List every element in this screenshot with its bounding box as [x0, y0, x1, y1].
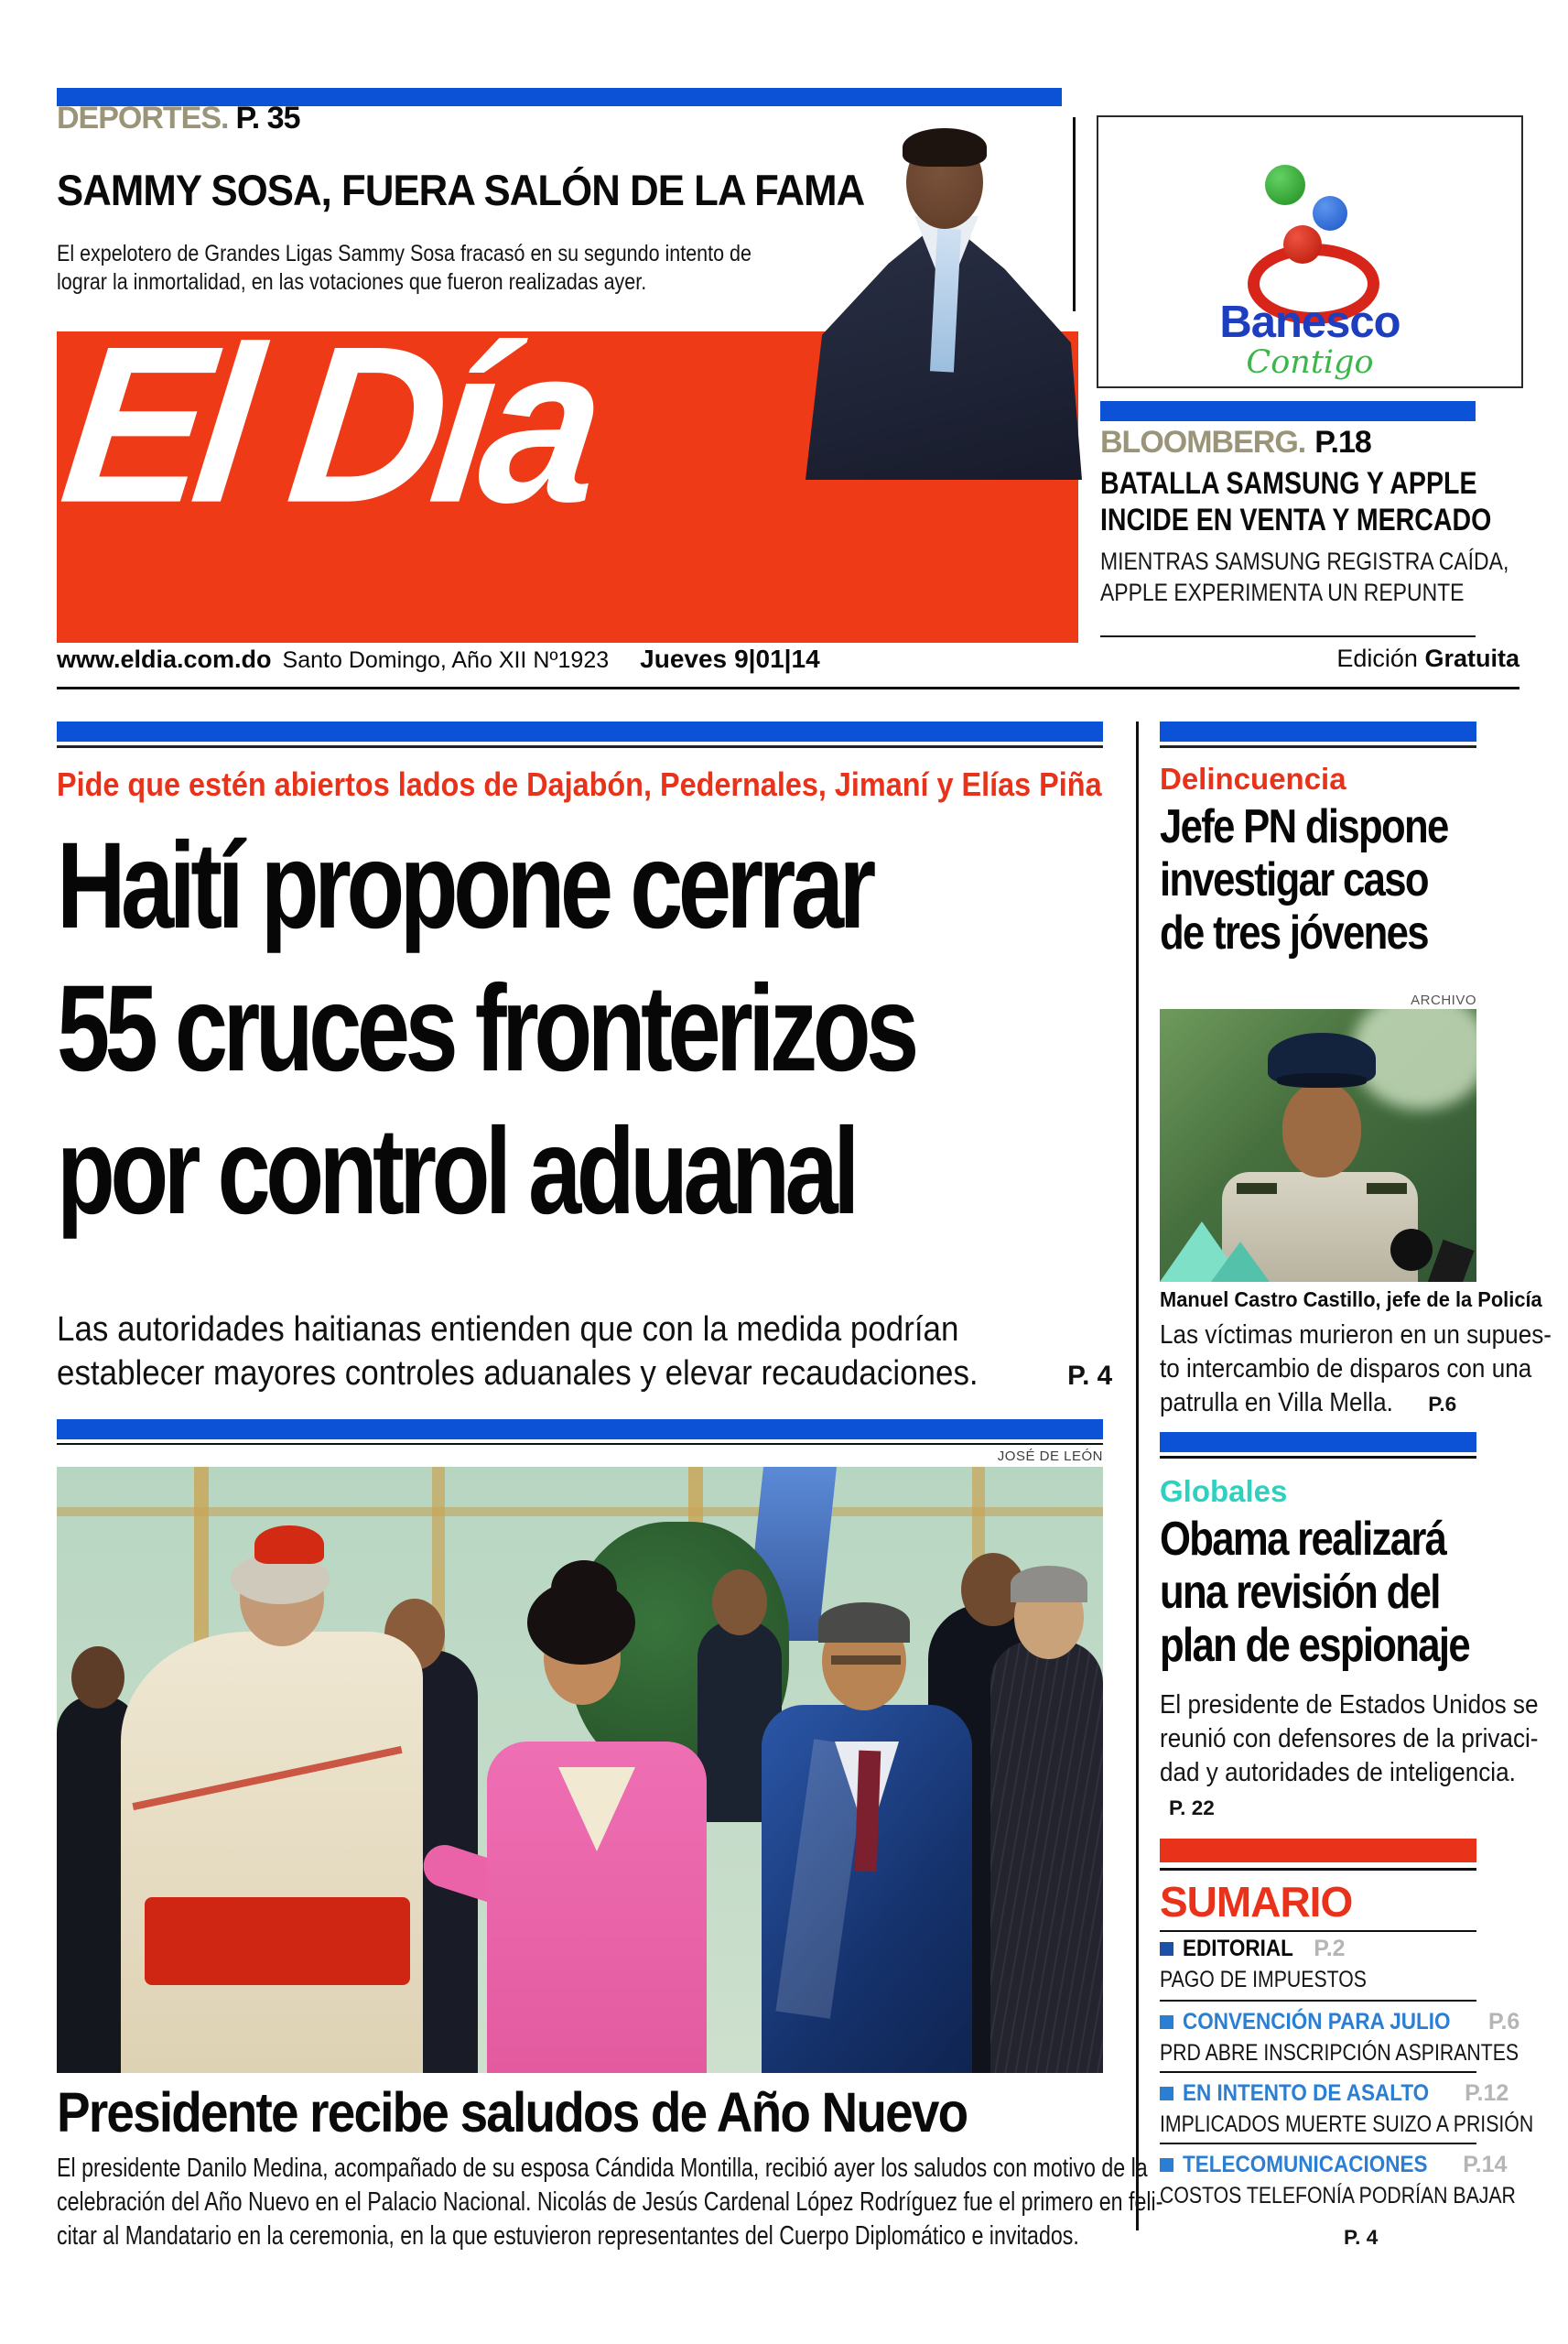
- crime-section-bar-rule: [1160, 745, 1476, 748]
- sumario-item-sub: COSTOS TELEFONÍA PODRÍAN BAJAR: [1160, 2183, 1516, 2208]
- crime-body: Las víctimas murieron en un supues- to intercambio de disparos con una patrulla en Villa Mella. P.6: [1160, 1320, 1552, 1417]
- website-url: www.eldia.com.do: [57, 646, 272, 673]
- cardinal-figure: [121, 1632, 423, 2073]
- crime-section-label: Delincuencia: [1160, 762, 1346, 796]
- deportes-page-number: P. 35: [235, 101, 300, 136]
- bottom-story-headline: Presidente recibe saludos de Año Nuevo: [57, 2081, 968, 2143]
- deportes-deck: El expelotero de Grandes Ligas Sammy Sosa fracasó en su segundo intento de lograr la inmortalidad, en las votaciones que fueron realizadas ayer.: [57, 241, 752, 295]
- cardinal-zucchetto: [254, 1525, 324, 1564]
- banesco-tagline: Contigo: [1246, 344, 1374, 381]
- sumario-item-editorial: EDITORIAL P.2: [1160, 1936, 1476, 1962]
- bloomberg-section-label: BLOOMBERG.: [1100, 425, 1306, 460]
- bullet-square-icon: [1160, 1942, 1173, 1956]
- bloomberg-section-bar: [1100, 401, 1476, 421]
- sumario-item-sub: PAGO DE IMPUESTOS: [1160, 1967, 1367, 1992]
- sosa-hair-shape: [903, 128, 987, 167]
- dateline: [57, 645, 820, 674]
- bullet-square-icon: [1160, 2087, 1173, 2100]
- bloomberg-deck: MIENTRAS SAMSUNG REGISTRA CAÍDA, APPLE EXPERIMENTA UN REPUNTE: [1100, 548, 1509, 606]
- crime-headline: Jefe PN dispone investigar caso de tres jóvenes: [1160, 800, 1448, 960]
- sumario-item-asalto: EN INTENTO DE ASALTO P.12: [1160, 2080, 1476, 2107]
- sumario-rule: [1160, 2000, 1476, 2002]
- pinstripe-man-hair: [1011, 1566, 1087, 1602]
- issue-date: 9|01|14: [734, 645, 820, 673]
- globales-headline: Obama realizará una revisión del plan de espionaje: [1160, 1513, 1469, 1672]
- lead-section-bar: [57, 722, 1103, 742]
- place-and-issue: Santo Domingo, Año XII Nº1923: [282, 647, 610, 673]
- edition-note: Edición Gratuita: [1336, 645, 1519, 672]
- bloomberg-page-number: P.18: [1314, 425, 1371, 460]
- crime-photo-credit: ARCHIVO: [1411, 993, 1476, 1008]
- deportes-section-heading: [57, 101, 300, 136]
- president-hair: [818, 1602, 910, 1643]
- police-chief-photo: [1160, 1009, 1476, 1282]
- gold-rail-decor: [57, 1507, 1103, 1516]
- sumario-item-sub: PRD ABRE INSCRIPCIÓN ASPIRANTES: [1160, 2040, 1519, 2066]
- banesco-ad: [1097, 115, 1523, 388]
- weekday: Jueves: [640, 645, 728, 673]
- globales-page-number: P. 22: [1169, 1796, 1215, 1819]
- globales-section-bar: [1160, 1432, 1476, 1452]
- deportes-headline: SAMMY SOSA, FUERA SALÓN DE LA FAMA: [57, 166, 865, 214]
- first-lady-hair-bun: [551, 1560, 617, 1617]
- main-photo-credit: JOSÉ DE LEÓN: [997, 1449, 1103, 1464]
- sumario-page-number: P.6: [1488, 2009, 1520, 2035]
- bullet-square-icon: [1160, 2158, 1173, 2172]
- sumario-bar: [1160, 1839, 1476, 1862]
- sammy-sosa-photo: [798, 128, 1089, 480]
- sumario-rule: [1160, 2143, 1476, 2144]
- sumario-page-number: P.12: [1465, 2080, 1509, 2106]
- photo-section-bar: [57, 1419, 1103, 1439]
- crime-section-bar: [1160, 722, 1476, 742]
- sumario-item-sub: IMPLICADOS MUERTE SUIZO A PRISIÓN: [1160, 2111, 1534, 2137]
- sumario-rule: [1160, 1930, 1476, 1932]
- sumario-title: SUMARIO: [1160, 1878, 1353, 1926]
- banesco-red-ball-icon: [1283, 225, 1322, 264]
- globales-section-bar-rule: [1160, 1456, 1476, 1459]
- sumario-page-number: P.2: [1314, 1936, 1346, 1961]
- masthead-bottom-rule: [57, 687, 1519, 689]
- lead-page-number: P. 4: [1067, 1361, 1113, 1391]
- guest-head: [71, 1646, 124, 1709]
- sumario-page-number: P.14: [1463, 2152, 1508, 2177]
- banesco-green-ball-icon: [1265, 165, 1305, 205]
- lead-section-bar-rule: [57, 745, 1103, 748]
- globales-body: El presidente de Estados Unidos se reunió con defensores de la privaci- dad y autoridades de inteligencia.P. 22: [1160, 1690, 1539, 1819]
- officer-face-shape: [1282, 1082, 1361, 1177]
- banesco-brand-name: Banesco: [1219, 298, 1400, 347]
- sumario-rule: [1160, 2071, 1476, 2073]
- microphone-shape: [1390, 1229, 1433, 1271]
- officer-epaulette: [1367, 1183, 1407, 1194]
- main-photo: [57, 1467, 1103, 2073]
- crime-page-number: P.6: [1428, 1393, 1457, 1416]
- guest-head: [712, 1569, 767, 1635]
- deportes-section-label: DEPORTES.: [57, 101, 229, 136]
- pinstripe-man-figure: [990, 1641, 1103, 2073]
- sumario-item-convencion: CONVENCIÓN PARA JULIO P.6: [1160, 2009, 1476, 2035]
- crime-photo-caption: Manuel Castro Castillo, jefe de la Policía: [1160, 1287, 1542, 1311]
- officer-cap-visor: [1277, 1073, 1367, 1088]
- lead-headline: Haití propone cerrar 55 cruces fronterizos por control aduanal: [57, 818, 914, 1240]
- lead-kicker: Pide que estén abiertos lados de Dajabón, Pedernales, Jimaní y Elías Piña: [57, 765, 1102, 803]
- photo-section-bar-rule: [57, 1443, 1103, 1445]
- globales-section-label: Globales: [1160, 1474, 1288, 1508]
- bottom-story-page-number: P. 4: [1344, 2226, 1379, 2249]
- cardinal-sash: [145, 1897, 410, 1985]
- sumario-item-telecomunicaciones: TELECOMUNICACIONES P.14: [1160, 2152, 1476, 2178]
- president-glasses: [831, 1655, 901, 1665]
- bloomberg-section-heading: [1100, 425, 1371, 461]
- bottom-story-body: El presidente Danilo Medina, acompañado de su esposa Cándida Montilla, recibió ayer los saludos con motivo de la celebración del Año Nuevo en el Palacio Nacional. Nicolás de Jesús Cardenal López Rodríguez fue el primero en feli- citar al Mandatario en la ceremonia, en la que estuvieron representantes del Cuerpo Diplomático e invitados. P. 4: [57, 2154, 1379, 2251]
- banesco-blue-ball-icon: [1313, 196, 1347, 231]
- newspaper-logo: El Día: [51, 300, 607, 550]
- sumario-bar-rule: [1160, 1868, 1476, 1871]
- officer-epaulette: [1237, 1183, 1277, 1194]
- bloomberg-headline: BATALLA SAMSUNG Y APPLE INCIDE EN VENTA Y MERCADO: [1100, 466, 1492, 537]
- bullet-square-icon: [1160, 2015, 1173, 2029]
- president-tie: [855, 1751, 881, 1872]
- right-column-rule: [1100, 635, 1476, 637]
- lead-deck: Las autoridades haitianas entienden que con la medida podrían establecer mayores controles aduanales y elevar recaudaciones. P. 4: [57, 1310, 1113, 1393]
